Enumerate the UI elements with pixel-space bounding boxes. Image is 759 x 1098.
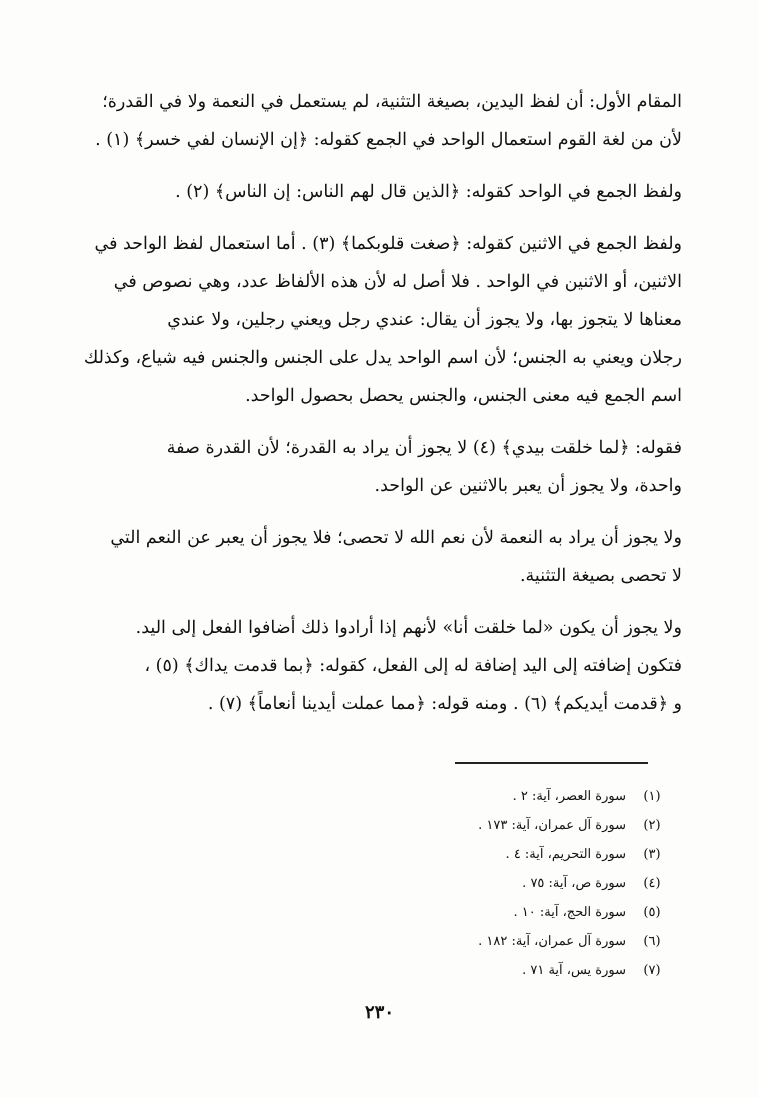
paragraph-hand-attribution [56, 609, 706, 723]
footnote-item [380, 927, 670, 956]
footnote-number: (٣) [643, 847, 661, 862]
text-line: فتكون إضافته إلى اليد إضافة له إلى الفعل، كقوله: ﴿بما قدمت يداك﴾ (٥) ، [144, 656, 682, 676]
paragraph-plural-dual [56, 225, 706, 415]
text-line: ولفظ الجمع في الاثنين كقوله: ﴿صغت قلوبكما﴾ (٣) . أما استعمال لفظ الواحد في [94, 234, 682, 254]
footnote-number: (٦) [643, 934, 661, 949]
text-line: معناها لا يتجوز بها، ولا يجوز أن يقال: عندي رجل ويعني رجلين، ولا عندي [167, 310, 682, 330]
footnote-text: سورة آل عمران، آية: ١٨٢ . [478, 934, 626, 949]
footnote-divider [455, 762, 648, 764]
text-line: فقوله: ﴿لما خلقت بيدي﴾ (٤) لا يجوز أن يراد به القدرة؛ لأن القدرة صفة [166, 438, 682, 458]
text-line: المقام الأول: أن لفظ اليدين، بصيغة التثنية، لم يستعمل في النعمة ولا في القدرة؛ [102, 92, 682, 112]
paragraph-blessing [56, 519, 706, 595]
paragraph-plural-singular [56, 173, 706, 211]
main-text [56, 83, 706, 737]
text-line: ولا يجوز أن يراد به النعمة لأن نعم الله لا تحصى؛ فلا يجوز أن يعبر عن النعم التي [110, 528, 682, 548]
footnote-item [380, 782, 670, 811]
footnotes [380, 782, 670, 985]
footnote-item [380, 869, 670, 898]
text-line: اسم الجمع فيه معنى الجنس، والجنس يحصل بحصول الواحد. [245, 386, 682, 406]
footnote-number: (٧) [643, 963, 661, 978]
page-number: ٢٣٠ [364, 1002, 394, 1023]
text-line: واحدة، ولا يجوز أن يعبر بالاثنين عن الواحد. [374, 476, 682, 496]
footnote-text: سورة آل عمران، آية: ١٧٣ . [478, 818, 626, 833]
footnote-number: (٤) [643, 876, 661, 891]
text-line: رجلان ويعني به الجنس؛ لأن اسم الواحد يدل على الجنس والجنس فيه شياع، وكذلك [83, 348, 682, 368]
footnote-text: سورة التحريم، آية: ٤ . [505, 847, 626, 862]
text-line: ولا يجوز أن يكون «لما خلقت أنا» لأنهم إذا أرادوا ذلك أضافوا الفعل إلى اليد. [135, 618, 682, 638]
paragraph-power [56, 429, 706, 505]
text-line: الاثنين، أو الاثنين في الواحد . فلا أصل له لأن هذه الألفاظ عدد، وهي نصوص في [113, 272, 682, 292]
footnote-number: (٥) [643, 905, 661, 920]
footnote-text: سورة ص، آية: ٧٥ . [522, 876, 626, 891]
footnote-number: (٢) [643, 818, 661, 833]
footnote-text: سورة العصر، آية: ٢ . [512, 789, 626, 804]
footnote-item [380, 898, 670, 927]
paragraph-first-position [56, 83, 706, 159]
footnote-item [380, 956, 670, 985]
footnote-text: سورة يس، آية ٧١ . [522, 963, 626, 978]
text-line: ولفظ الجمع في الواحد كقوله: ﴿الذين قال لهم الناس: إن الناس﴾ (٢) . [175, 182, 682, 202]
footnote-item [380, 811, 670, 840]
footnote-item [380, 840, 670, 869]
text-line: لا تحصى بصيغة التثنية. [519, 566, 682, 586]
footnote-number: (١) [643, 789, 661, 804]
text-line: لأن من لغة القوم استعمال الواحد في الجمع كقوله: ﴿إن الإنسان لفي خسر﴾ (١) . [95, 130, 682, 150]
footnote-text: سورة الحج، آية: ١٠ . [513, 905, 626, 920]
text-line: و ﴿قدمت أيديكم﴾ (٦) . ومنه قوله: ﴿مما عملت أيدينا أنعاماً﴾ (٧) . [207, 694, 682, 714]
